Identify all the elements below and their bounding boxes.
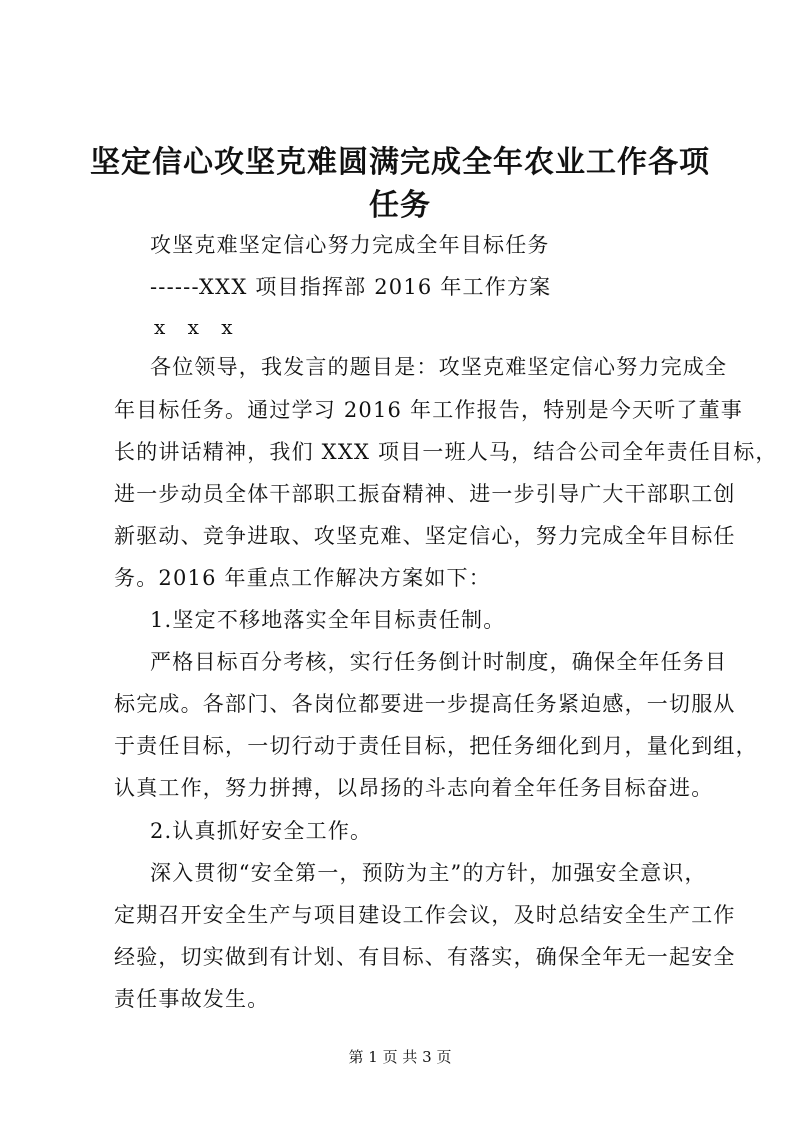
speaker-name: x x x bbox=[154, 315, 241, 339]
section-heading-2: 2.认真抓好安全工作。 bbox=[150, 819, 373, 843]
paragraph-1-line: 进一步动员全体干部职工振奋精神、进一步引导广大干部职工创 bbox=[114, 482, 736, 506]
paragraph-1-line: 新驱动、竞争进取、攻坚克难、坚定信心，努力完成全年目标任 bbox=[114, 524, 736, 548]
paragraph-3-line: 经验，切实做到有计划、有目标、有落实，确保全年无一起安全 bbox=[114, 945, 736, 969]
paragraph-3-line: 定期召开安全生产与项目建设工作会议，及时总结安全生产工作 bbox=[114, 903, 736, 927]
paragraph-2-line: 严格目标百分考核，实行任务倒计时制度，确保全年任务目 bbox=[150, 650, 728, 674]
paragraph-1-line: 务。2016 年重点工作解决方案如下： bbox=[114, 566, 491, 590]
paragraph-1-line: 各位领导，我发言的题目是：攻坚克难坚定信心努力完成全 bbox=[150, 355, 728, 379]
paragraph-1-line: 年目标任务。通过学习 2016 年工作报告，特别是今天听了董事 bbox=[114, 398, 743, 422]
project-line: ------XXX 项目指挥部 2016 年工作方案 bbox=[150, 275, 552, 299]
document-title-line-1: 坚定信心攻坚克难圆满完成全年农业工作各项 bbox=[90, 145, 710, 180]
document-title-line-2: 任务 bbox=[369, 188, 431, 223]
subtitle: 攻坚克难坚定信心努力完成全年目标任务 bbox=[150, 233, 550, 257]
paragraph-2-line: 标完成。各部门、各岗位都要进一步提高任务紧迫感，一切服从 bbox=[114, 692, 736, 716]
section-heading-1: 1.坚定不移地落实全年目标责任制。 bbox=[150, 608, 506, 632]
paragraph-2-line: 于责任目标，一切行动于责任目标，把任务细化到月，量化到组， bbox=[114, 734, 758, 758]
paragraph-2-line: 认真工作，努力拼搏，以昂扬的斗志向着全年任务目标奋进。 bbox=[114, 776, 714, 800]
paragraph-3-line: 责任事故发生。 bbox=[114, 987, 270, 1011]
paragraph-1-line: 长的讲话精神，我们 XXX 项目一班人马，结合公司全年责任目标， bbox=[114, 440, 778, 464]
page-number-footer: 第 1 页 共 3 页 bbox=[348, 1048, 452, 1066]
paragraph-3-line: 深入贯彻“安全第一，预防为主”的方针，加强安全意识， bbox=[150, 861, 707, 885]
